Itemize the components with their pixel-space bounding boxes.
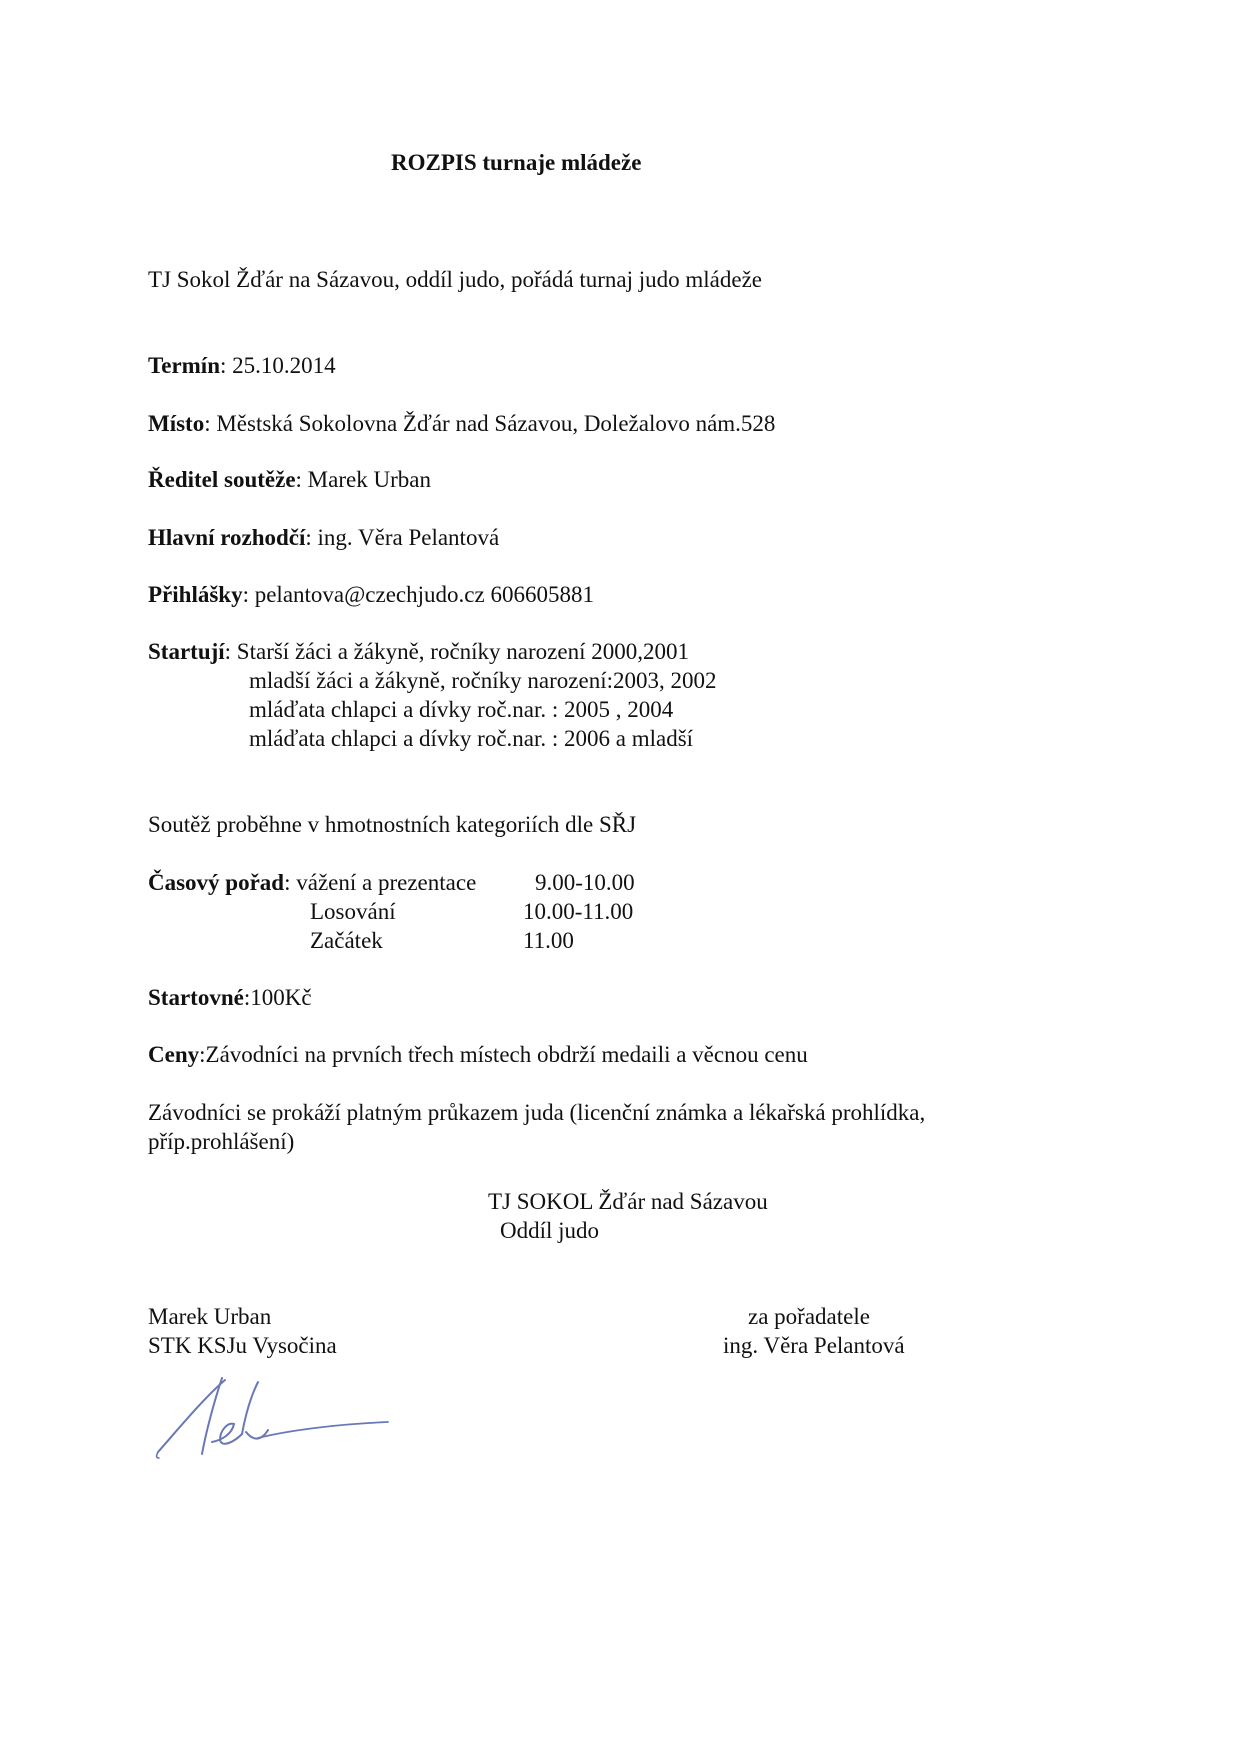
left-signer-name: Marek Urban xyxy=(148,1304,272,1329)
prihlasky-value: : pelantova@czechjudo.cz 606605881 xyxy=(242,582,594,607)
ceny-label: Ceny xyxy=(148,1042,200,1067)
prihlasky-line xyxy=(148,581,594,609)
right-signer-role: za pořadatele xyxy=(748,1304,870,1329)
reditel-value: : Marek Urban xyxy=(295,467,431,492)
termin-value: : 25.10.2014 xyxy=(220,353,336,378)
startuji-label: Startují xyxy=(148,639,225,664)
document-title: ROZPIS turnaje mládeže xyxy=(391,150,642,175)
casovy-porad-row-1 xyxy=(148,869,476,897)
handwritten-signature xyxy=(150,1372,390,1472)
ceny-value: :Závodníci na prvních třech místech obdrží medaili a věcnou cenu xyxy=(199,1042,808,1067)
misto-line xyxy=(148,410,775,438)
schedule-item-name: : vážení a prezentace xyxy=(284,870,477,895)
startovne-value: :100Kč xyxy=(243,985,312,1010)
schedule-item-time: 9.00-10.00 xyxy=(535,870,635,895)
ceny-line xyxy=(148,1041,808,1069)
rozhodci-label: Hlavní rozhodčí xyxy=(148,525,306,550)
right-signer-name: ing. Věra Pelantová xyxy=(723,1333,905,1358)
startuji-text-4: mláďata chlapci a dívky roč.nar. : 2006 a mladší xyxy=(249,726,694,751)
startuji-text-2: mladší žáci a žákyně, ročníky narození:2003, 2002 xyxy=(249,668,717,693)
termin-label: Termín xyxy=(148,353,220,378)
organizer-name: TJ SOKOL Žďár nad Sázavou xyxy=(488,1189,768,1214)
reditel-line xyxy=(148,466,431,494)
prukaz-line-1: Závodníci se prokáží platným průkazem juda (licenční známka a lékařská prohlídka, xyxy=(148,1100,926,1125)
misto-label: Místo xyxy=(148,411,205,436)
schedule-item-time: 10.00-11.00 xyxy=(523,899,634,924)
termin-line xyxy=(148,352,336,380)
schedule-item-time: 11.00 xyxy=(523,928,574,953)
soutez-text: Soutěž proběhne v hmotnostních kategoriích dle SŘJ xyxy=(148,812,637,837)
prukaz-line-2: příp.prohlášení) xyxy=(148,1129,295,1154)
startovne-label: Startovné xyxy=(148,985,244,1010)
startuji-line-1 xyxy=(148,638,689,666)
reditel-label: Ředitel soutěže xyxy=(148,467,296,492)
rozhodci-value: : ing. Věra Pelantová xyxy=(305,525,500,550)
schedule-item-name: Losování xyxy=(310,899,396,924)
misto-value: : Městská Sokolovna Žďár nad Sázavou, Doležalovo nám.528 xyxy=(204,411,776,436)
organizer-department: Oddíl judo xyxy=(500,1218,600,1243)
casovy-porad-label: Časový pořad xyxy=(148,870,285,895)
startuji-text-3: mláďata chlapci a dívky roč.nar. : 2005 , 2004 xyxy=(249,697,674,722)
prihlasky-label: Přihlášky xyxy=(148,582,243,607)
schedule-item-name: Začátek xyxy=(310,928,383,953)
rozhodci-line xyxy=(148,524,499,552)
startovne-line xyxy=(148,984,312,1012)
left-signer-role: STK KSJu Vysočina xyxy=(148,1333,337,1358)
startuji-text-1: : Starší žáci a žákyně, ročníky narození 2000,2001 xyxy=(224,639,689,664)
intro-text: TJ Sokol Žďár na Sázavou, oddíl judo, pořádá turnaj judo mládeže xyxy=(148,267,762,292)
